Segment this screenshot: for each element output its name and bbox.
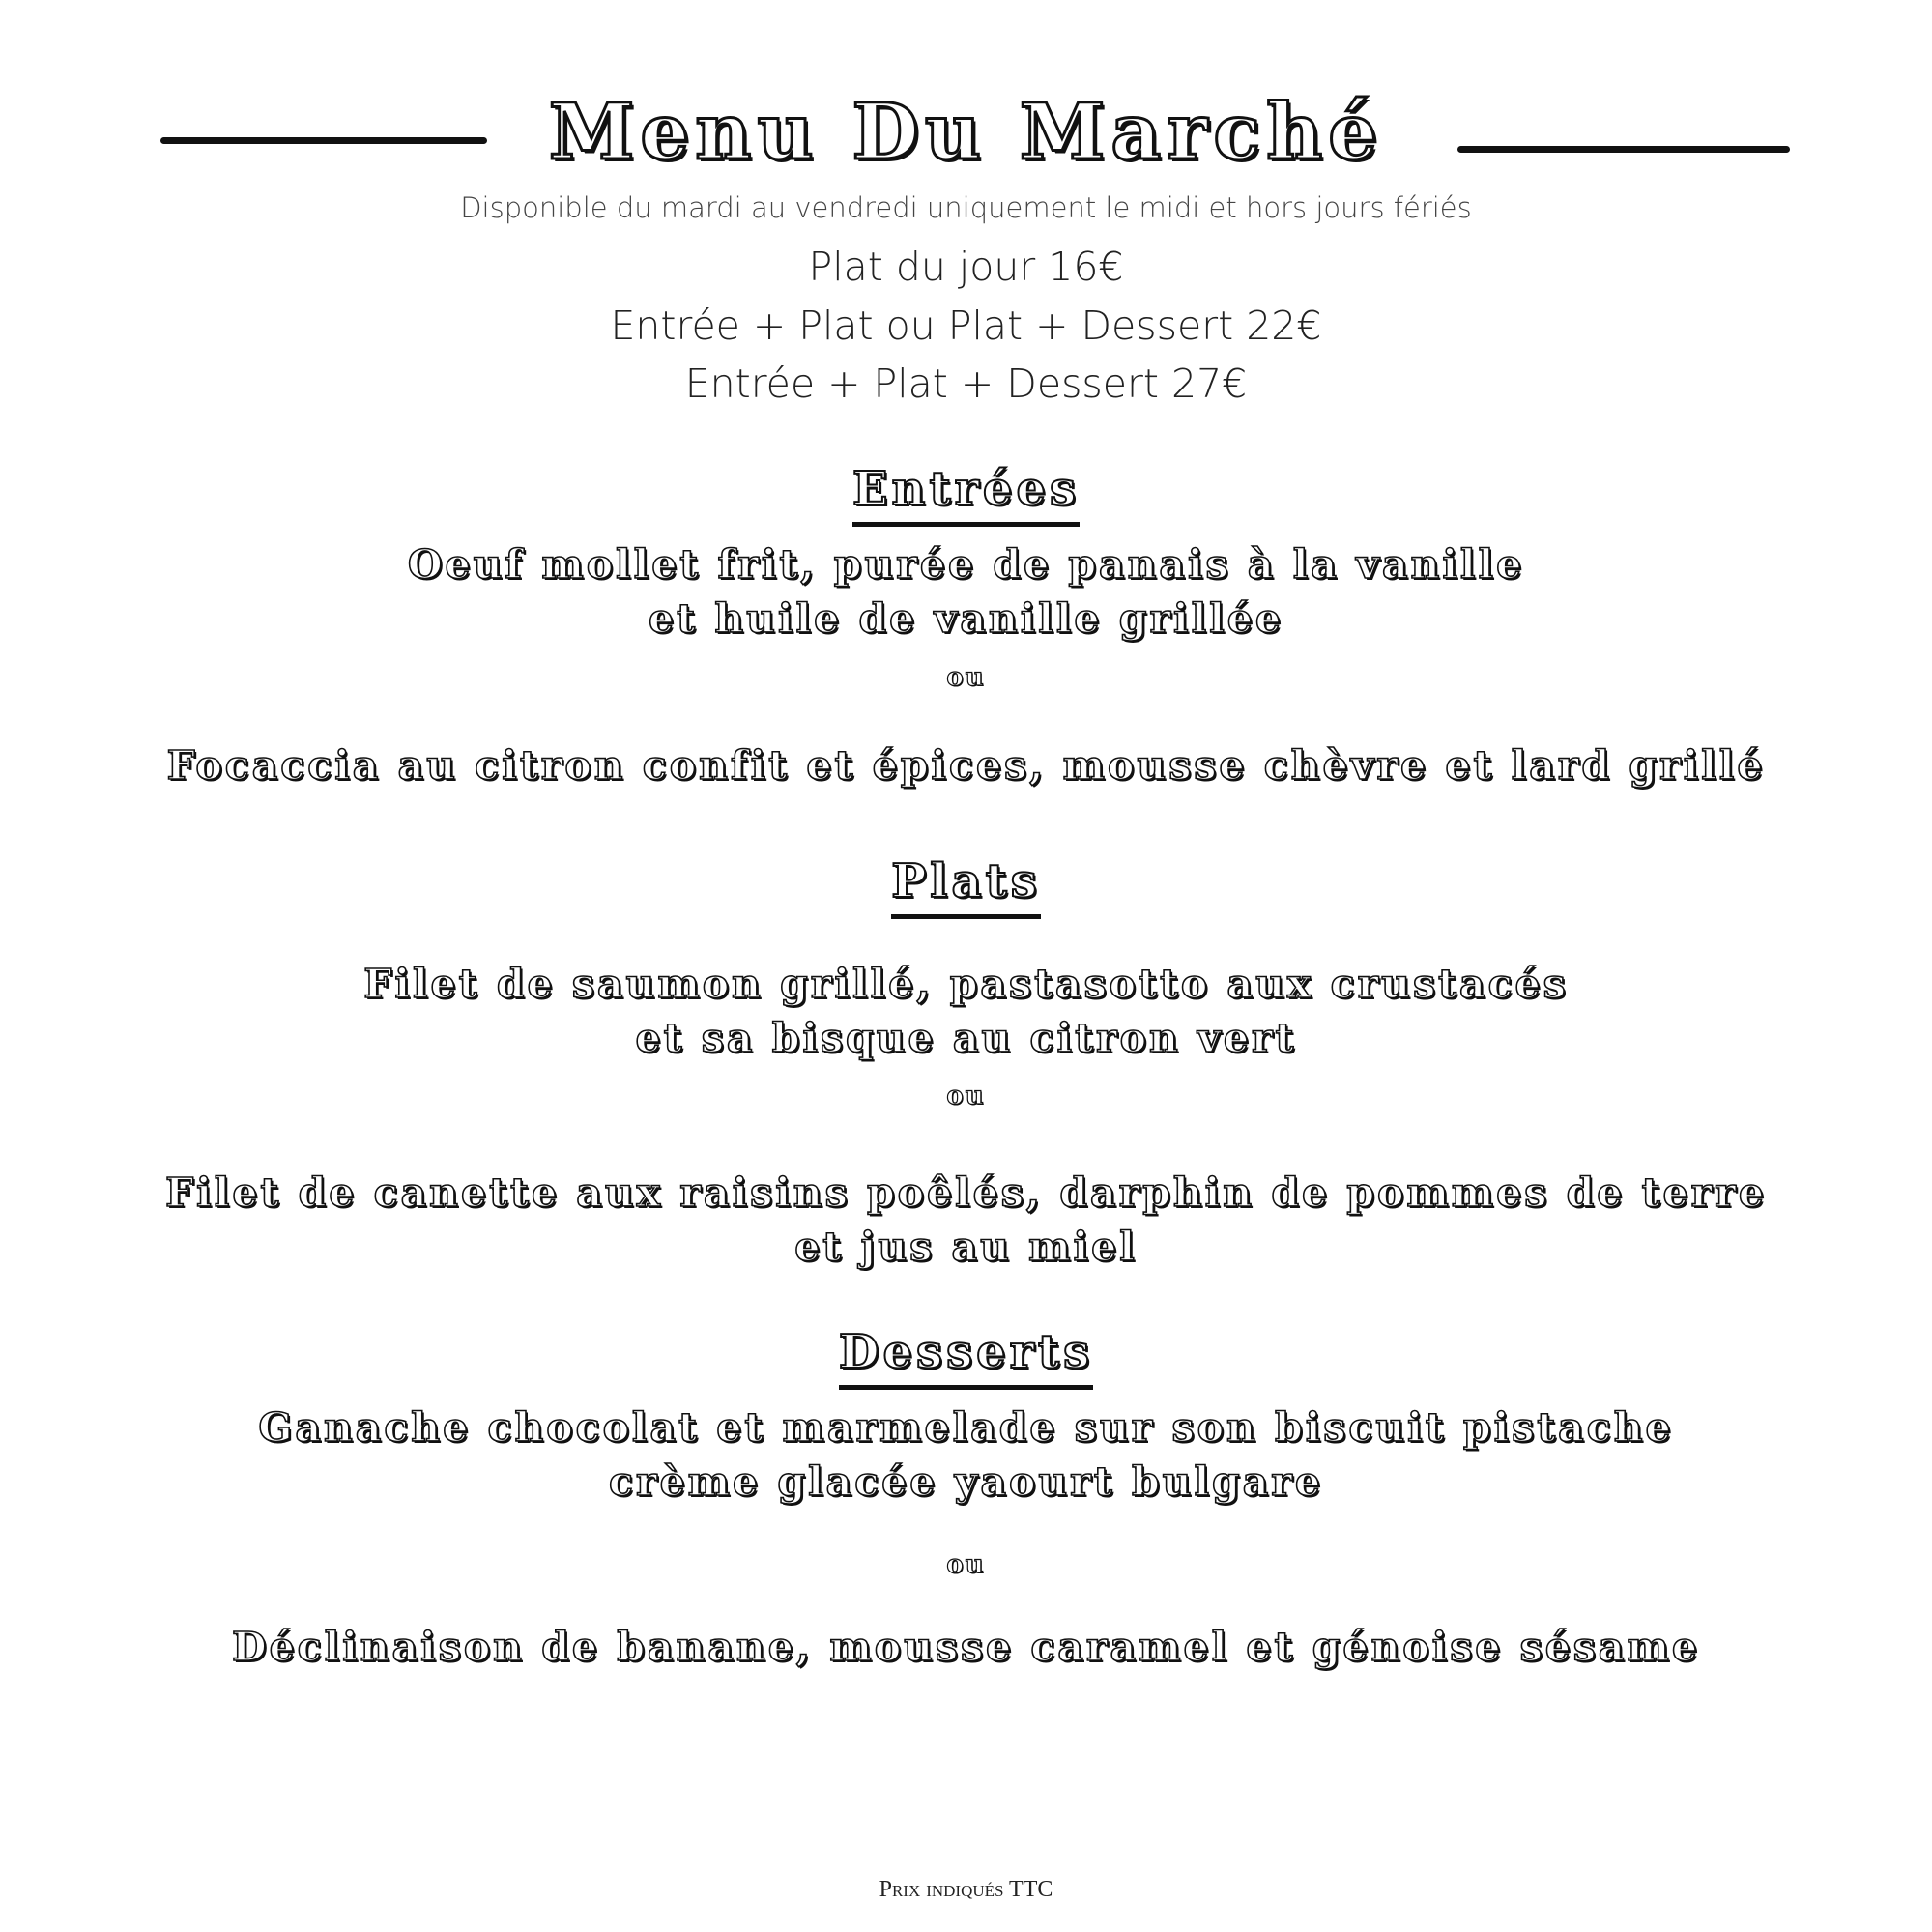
- dish-line: Filet de saumon grillé, pastasotto aux crustacés: [363, 961, 1569, 1007]
- dish-line: crème glacée yaourt bulgare: [609, 1458, 1323, 1505]
- dish-plat-2: [0, 1166, 1932, 1274]
- availability-note: Disponible du mardi au vendredi uniquement le midi et hors jours fériés: [460, 191, 1472, 224]
- dish-line: et jus au miel: [794, 1224, 1138, 1270]
- price-line-plat-du-jour: Plat du jour 16€: [808, 244, 1124, 290]
- section-title-entrees: Entrées: [852, 462, 1080, 527]
- separator-ou: ou: [946, 1081, 986, 1110]
- dish-entree-2: [0, 738, 1932, 793]
- section-title-desserts: Desserts: [839, 1325, 1093, 1390]
- dish-plat-1: [0, 957, 1932, 1065]
- dish-line: et huile de vanille grillée: [649, 595, 1283, 642]
- page-title: Menu Du Marché: [548, 86, 1384, 177]
- section-heading-entrees: [0, 462, 1932, 527]
- separator-ou: ou: [946, 663, 986, 692]
- dish-dessert-1: [0, 1400, 1932, 1509]
- dish-line: Oeuf mollet frit, purée de panais à la vanille: [407, 541, 1525, 588]
- dish-line: Filet de canette aux raisins poêlés, darphin de pommes de terre: [165, 1169, 1767, 1216]
- dish-line: et sa bisque au citron vert: [635, 1015, 1297, 1061]
- separator-ou: ou: [946, 1550, 986, 1579]
- dish-entree-1: [0, 537, 1932, 646]
- tax-note: Prix indiqués TTC: [879, 1877, 1053, 1902]
- dish-line: Ganache chocolat et marmelade sur son biscuit pistache: [258, 1404, 1674, 1451]
- section-heading-desserts: [0, 1325, 1932, 1390]
- section-heading-plats: [0, 854, 1932, 919]
- dish-line: Focaccia au citron confit et épices, mousse chèvre et lard grillé: [166, 742, 1766, 789]
- price-line-two-courses: Entrée + Plat ou Plat + Dessert 22€: [610, 303, 1322, 349]
- price-line-three-courses: Entrée + Plat + Dessert 27€: [684, 360, 1248, 407]
- dish-line: Déclinaison de banane, mousse caramel et génoise sésame: [232, 1624, 1700, 1670]
- dish-dessert-2: [0, 1620, 1932, 1674]
- section-title-plats: Plats: [891, 854, 1041, 919]
